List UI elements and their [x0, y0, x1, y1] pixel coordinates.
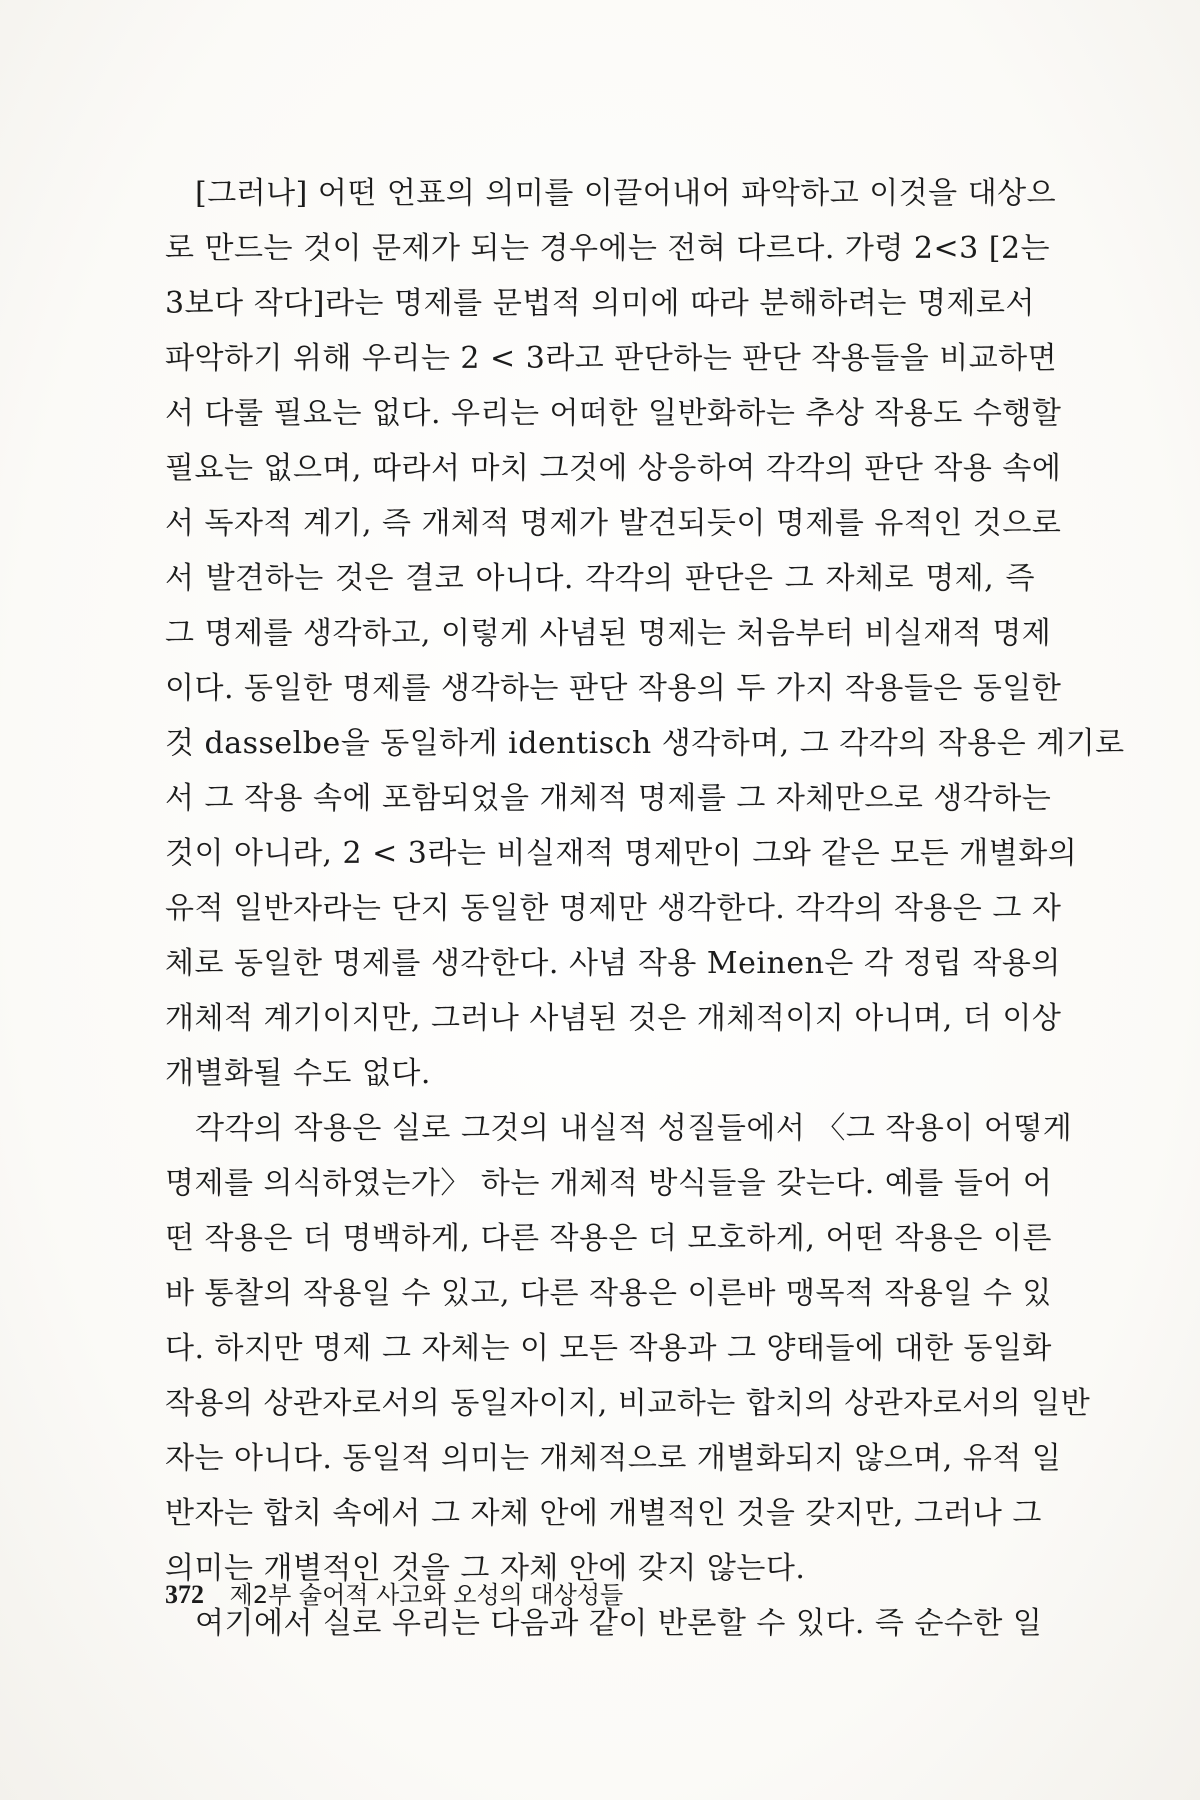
text-line: 자는 아니다. 동일적 의미는 개체적으로 개별화되지 않으며, 유적 일	[165, 1441, 1062, 1476]
text-line: 로 만드는 것이 문제가 되는 경우에는 전혀 다르다. 가령 2<3 [2는	[165, 231, 1051, 266]
text-line: 개체적 계기이지만, 그러나 사념된 것은 개체적이지 아니며, 더 이상	[165, 1001, 1062, 1036]
text-line: [그러나] 어떤 언표의 의미를 이끌어내어 파악하고 이것을 대상으	[195, 176, 1057, 211]
text-line: 파악하기 위해 우리는 2 < 3라고 판단하는 판단 작용들을 비교하면	[165, 341, 1058, 376]
page-number: 372	[165, 1580, 204, 1609]
paragraph	[165, 1101, 1091, 1596]
page-footer	[165, 1575, 623, 1615]
text-line: 체로 동일한 명제를 생각한다. 사념 작용 Meinen은 각 정립 작용의	[165, 946, 1061, 981]
text-line: 것이 아니라, 2 < 3라는 비실재적 명제만이 그와 같은 모든 개별화의	[165, 836, 1078, 871]
text-line: 것 dasselbe을 동일하게 identisch 생각하며, 그 각각의 작용은 계기로	[165, 726, 1125, 761]
text-line: 3보다 작다]라는 명제를 문법적 의미에 따라 분해하려는 명제로서	[165, 286, 1035, 321]
running-footer-title: 제2부 술어적 사고와 오성의 대상성들	[229, 1581, 624, 1609]
text-line: 개별화될 수도 없다.	[165, 1056, 431, 1091]
text-line: 유적 일반자라는 단지 동일한 명제만 생각한다. 각각의 작용은 그 자	[165, 891, 1062, 926]
text-line: 필요는 없으며, 따라서 마치 그것에 상응하여 각각의 판단 작용 속에	[165, 451, 1062, 486]
text-line: 이다. 동일한 명제를 생각하는 판단 작용의 두 가지 작용들은 동일한	[165, 671, 1062, 706]
text-line: 바 통찰의 작용일 수 있고, 다른 작용은 이른바 맹목적 작용일 수 있	[165, 1276, 1052, 1311]
text-line: 명제를 의식하였는가〉 하는 개체적 방식들을 갖는다. 예를 들어 어	[165, 1166, 1053, 1201]
paragraph	[165, 166, 1125, 1101]
text-line: 의미는 개별적인 것을 그 자체 안에 갖지 않는다.	[165, 1551, 806, 1586]
text-line: 서 독자적 계기, 즉 개체적 명제가 발견되듯이 명제를 유적인 것으로	[165, 506, 1062, 541]
text-line: 여기에서 실로 우리는 다음과 같이 반론할 수 있다. 즉 순수한 일	[195, 1606, 1043, 1641]
text-line: 작용의 상관자로서의 동일자이지, 비교하는 합치의 상관자로서의 일반	[165, 1386, 1091, 1421]
body-text	[165, 166, 1125, 1651]
text-line: 서 발견하는 것은 결코 아니다. 각각의 판단은 그 자체로 명제, 즉	[165, 561, 1035, 596]
text-line: 그 명제를 생각하고, 이렇게 사념된 명제는 처음부터 비실재적 명제	[165, 616, 1052, 651]
text-line: 떤 작용은 더 명백하게, 다른 작용은 더 모호하게, 어떤 작용은 이른	[165, 1221, 1052, 1256]
text-line: 반자는 합치 속에서 그 자체 안에 개별적인 것을 갖지만, 그러나 그	[165, 1496, 1042, 1531]
text-line: 각각의 작용은 실로 그것의 내실적 성질들에서 〈그 작용이 어떻게	[195, 1111, 1073, 1146]
text-line: 서 다룰 필요는 없다. 우리는 어떠한 일반화하는 추상 작용도 수행할	[165, 396, 1062, 431]
text-line: 서 그 작용 속에 포함되었을 개체적 명제를 그 자체만으로 생각하는	[165, 781, 1052, 816]
text-line: 다. 하지만 명제 그 자체는 이 모든 작용과 그 양태들에 대한 동일화	[165, 1331, 1052, 1366]
